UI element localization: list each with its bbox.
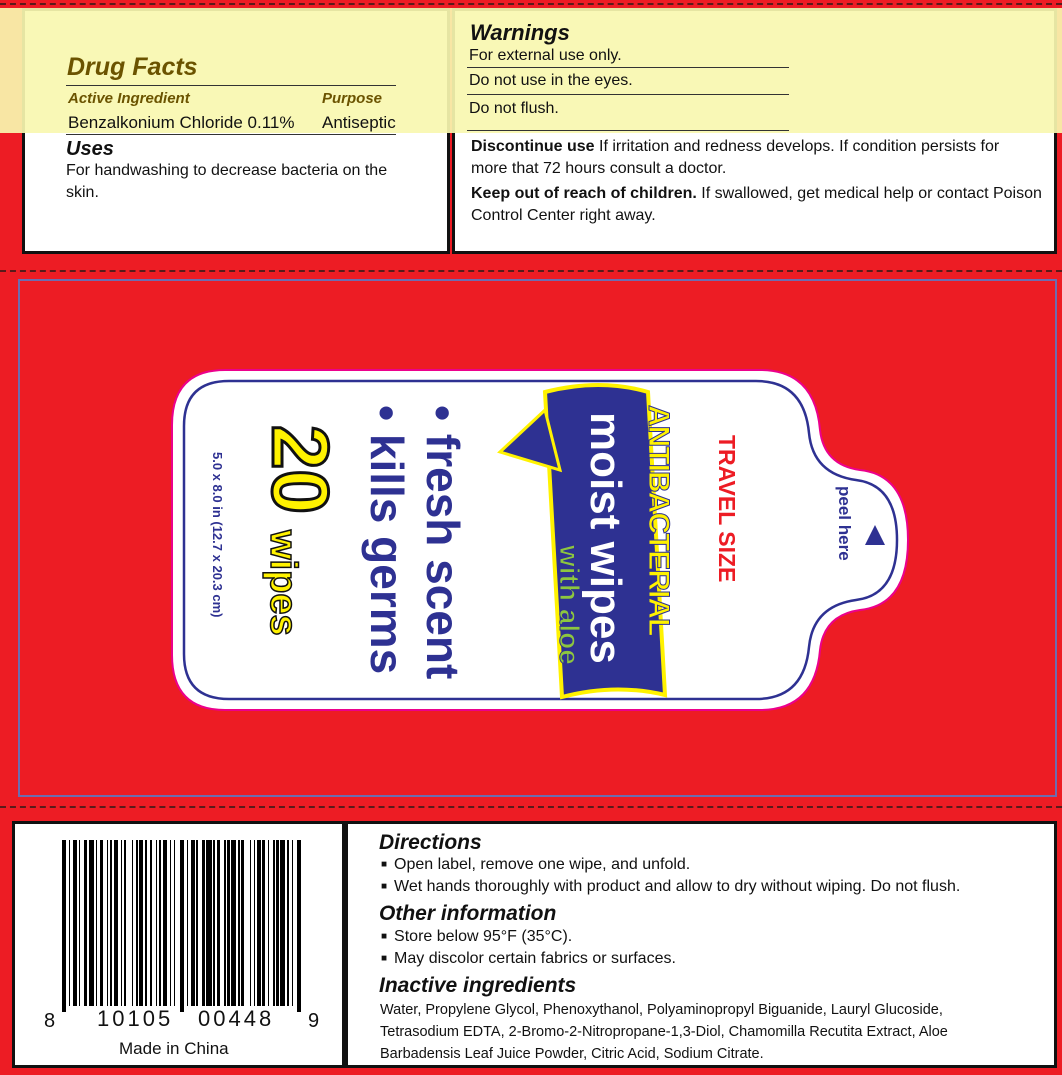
made-in-text: Made in China (119, 1039, 229, 1058)
drug-facts-title: Drug Facts (67, 53, 198, 81)
uses-line-1: For handwashing to decrease bacteria on the (66, 162, 388, 179)
barcode-bar (69, 840, 70, 1006)
barcode-bar (238, 840, 239, 1006)
barcode-bar (202, 840, 205, 1006)
discontinue-text: If irritation and redness develops. If condition persists for (594, 138, 1000, 155)
barcode-left-digit: 8 (44, 1010, 56, 1032)
moist-wipes-text: moist wipes (581, 412, 630, 664)
uses-line-2: skin. (66, 184, 99, 201)
active-ingredient-value: Benzalkonium Chloride 0.11% (68, 113, 295, 132)
barcode-bar (163, 840, 167, 1006)
barcode-bar (121, 840, 122, 1006)
barcode-bar (280, 840, 284, 1006)
barcode-bar (79, 840, 80, 1006)
barcode-graphic (62, 840, 302, 1008)
barcode-bar (62, 840, 66, 1012)
inactive-ingredients-line-2: Tetrasodium EDTA, 2-Bromo-2-Nitropropane-1,3-Diol, Chamomilla Recutita Extract, Aloe (380, 1024, 948, 1040)
size-text: 5.0 x 8.0 in (12.7 x 20.3 cm) (210, 452, 225, 618)
barcode-bar (132, 840, 133, 1006)
barcode-bar (250, 840, 251, 1006)
barcode-bar (206, 840, 212, 1006)
warnings-line-2: Do not use in the eyes. (469, 72, 633, 89)
barcode-bar (227, 840, 230, 1006)
purpose-label: Purpose (322, 90, 383, 107)
warnings-line-3: Do not flush. (469, 100, 559, 117)
keep-out-bold: Keep out of reach of children. (471, 185, 697, 202)
barcode-bar (156, 840, 157, 1006)
kills-germs-text: • kills germs (361, 405, 413, 675)
other-information-item-1: ■ Store below 95°F (35°C). (381, 926, 572, 950)
barcode-bar (262, 840, 265, 1006)
keep-out-line-2: Control Center right away. (471, 207, 656, 224)
keep-out-text: If swallowed, get medical help or contact Poison (696, 185, 1042, 202)
other-information-title: Other information (379, 902, 557, 925)
directions-item-2: ■ Wet hands thoroughly with product and allow to dry without wiping. Do not flush. (381, 876, 960, 900)
antibacterial-text: ANTIBACTERIAL (642, 405, 675, 636)
barcode-bar (159, 840, 162, 1006)
wipes-label: wipes (262, 530, 304, 636)
uses-title: Uses (66, 138, 114, 160)
barcode-bar (224, 840, 225, 1006)
barcode-bar (145, 840, 148, 1006)
barcode-bar (254, 840, 255, 1006)
barcode-right-digit: 9 (308, 1010, 320, 1032)
purpose-value: Antiseptic (322, 113, 396, 132)
banner-shape (545, 385, 665, 697)
barcode-bar (124, 840, 127, 1006)
barcode-bar (114, 840, 118, 1006)
barcode-bar (96, 840, 97, 1006)
barcode-bar (217, 840, 220, 1006)
barcode-bar (139, 840, 143, 1006)
discontinue-bold: Discontinue use (471, 138, 595, 155)
barcode-bar (191, 840, 195, 1006)
barcode-bar (180, 840, 184, 1012)
barcode-bar (110, 840, 113, 1006)
barcode-bar (231, 840, 235, 1006)
barcode-bar (100, 840, 103, 1006)
barcode-bar (213, 840, 214, 1006)
barcode-bar (170, 840, 171, 1006)
barcode-group-1: 10105 (97, 1006, 174, 1031)
warnings-title: Warnings (470, 20, 570, 45)
barcode-bar (292, 840, 293, 1006)
inactive-ingredients-title: Inactive ingredients (379, 974, 577, 997)
barcode-bar (107, 840, 108, 1006)
barcode-group-2: 00448 (198, 1006, 275, 1031)
fresh-scent-text: • fresh scent (417, 405, 469, 680)
directions-title: Directions (379, 831, 482, 854)
active-ingredient-label: Active Ingredient (68, 90, 190, 107)
barcode-bar (287, 840, 288, 1006)
inactive-ingredients-line-3: Barbadensis Leaf Juice Powder, Citric Acid, Sodium Citrate. (380, 1046, 764, 1062)
barcode-bar (273, 840, 274, 1006)
wipe-count: 20 (256, 425, 345, 514)
barcode-bar (196, 840, 197, 1006)
other-information-item-2: ■ May discolor certain fabrics or surfaces. (381, 948, 676, 972)
barcode-bar (150, 840, 151, 1006)
barcode-bar (268, 840, 269, 1006)
directions-item-1: ■ Open label, remove one wipe, and unfold. (381, 854, 690, 878)
barcode-bar (73, 840, 77, 1006)
inactive-ingredients-line-1: Water, Propylene Glycol, Phenoxythanol, Polyaminopropyl Biguanide, Lauryl Glucoside, (380, 1002, 943, 1018)
with-aloe-text: with aloe (554, 545, 585, 665)
barcode-bar (241, 840, 244, 1006)
discontinue-line-2: more that 72 hours consult a doctor. (471, 160, 727, 177)
barcode-bar (187, 840, 188, 1006)
travel-size-text: TRAVEL SIZE (714, 435, 740, 583)
barcode-bar (297, 840, 301, 1012)
barcode-bar (84, 840, 87, 1006)
warnings-line-1: For external use only. (469, 47, 622, 64)
barcode-bar (136, 840, 137, 1006)
barcode-bar (276, 840, 279, 1006)
barcode-bar (89, 840, 95, 1006)
peel-here-text: peel here (835, 486, 854, 561)
barcode-bar (174, 840, 175, 1006)
barcode-bar (257, 840, 261, 1006)
